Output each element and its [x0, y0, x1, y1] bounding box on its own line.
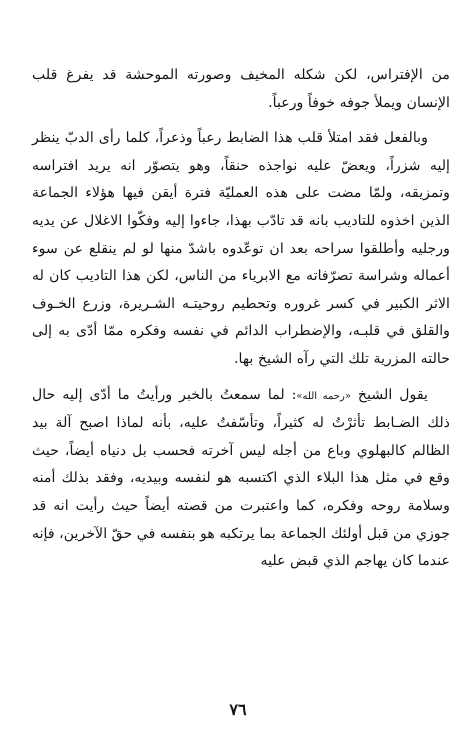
paragraph-2: وبالفعل فقد امتلأ قلب هذا الضابط رعباً وذعراً، كلما رأى الدبّ ينظر إليه شزراً، ويعضّ عليه نواجذه حنقاً، وهو يتصوّر انه يريد افتراسه وتمزيقه، ولمّا مضت على هذه العمليّة فترة أيقن فيها هؤلاء الجماعة الذين اخذوه للتاديب بانه قد تادّب بهذا، جاءوا إليه وفكّوا الاغلال عن يديه ورجليه وأطلقوا سراحه بعد ان توعّدوه باشدّ منها لو لم ينقلع عن سوء أعماله وشراسة تصرّفاته مع الابرياء من الناس، لكن هذا التاديب كان له الاثر الكبير في كسر غروره وتحطيم روحيتـه الشـريرة، وزرع الخـوف والقلق في قلبـه، والإضطراب الدائم في نفسه وفكره ممّا أدّى به إلى حالته المزرية تلك التي رآه الشيخ بها.: [32, 130, 450, 367]
speaker-label: يقول الشيخ: [357, 386, 429, 403]
quote-text: : لما سمعتُ بالخبر ورأيتُ ما أدّى إليه حال ذلك الضـابط تأثرْتُ له كثيراً، وتأسّفتُ عليه، بأنه لماذا اصبح آلة بيد الظالم كالبهلوي وباع من أجله ليس آخرته فحسب بل دنياه أيضاً، حيث وقع في مثل هذا البلاء الذي اكتسبه هو لنفسه وبيديه، وفقد بذلك أمنه وسلامة روحه وفكره، كما واعتبرت من قصته أيضاً حيث رأيت انه قد جوزي من قبل أولئك الجماعة بما يرتكبه هو بنفسه في حقّ الآخرين، فإنه عندما كان يهاجم الذي قبض عليه: [32, 386, 450, 570]
paragraph-1: من الإفتراس، لكن شكله المخيف وصورته الموحشة قد يفرغ قلب الإنسان ويملأ جوفه خوفاً ورعباً.: [32, 67, 450, 111]
page-number: ٧٦: [229, 700, 247, 719]
honorific: «رحمه الله»: [296, 390, 351, 402]
paragraph-3: [32, 382, 450, 576]
